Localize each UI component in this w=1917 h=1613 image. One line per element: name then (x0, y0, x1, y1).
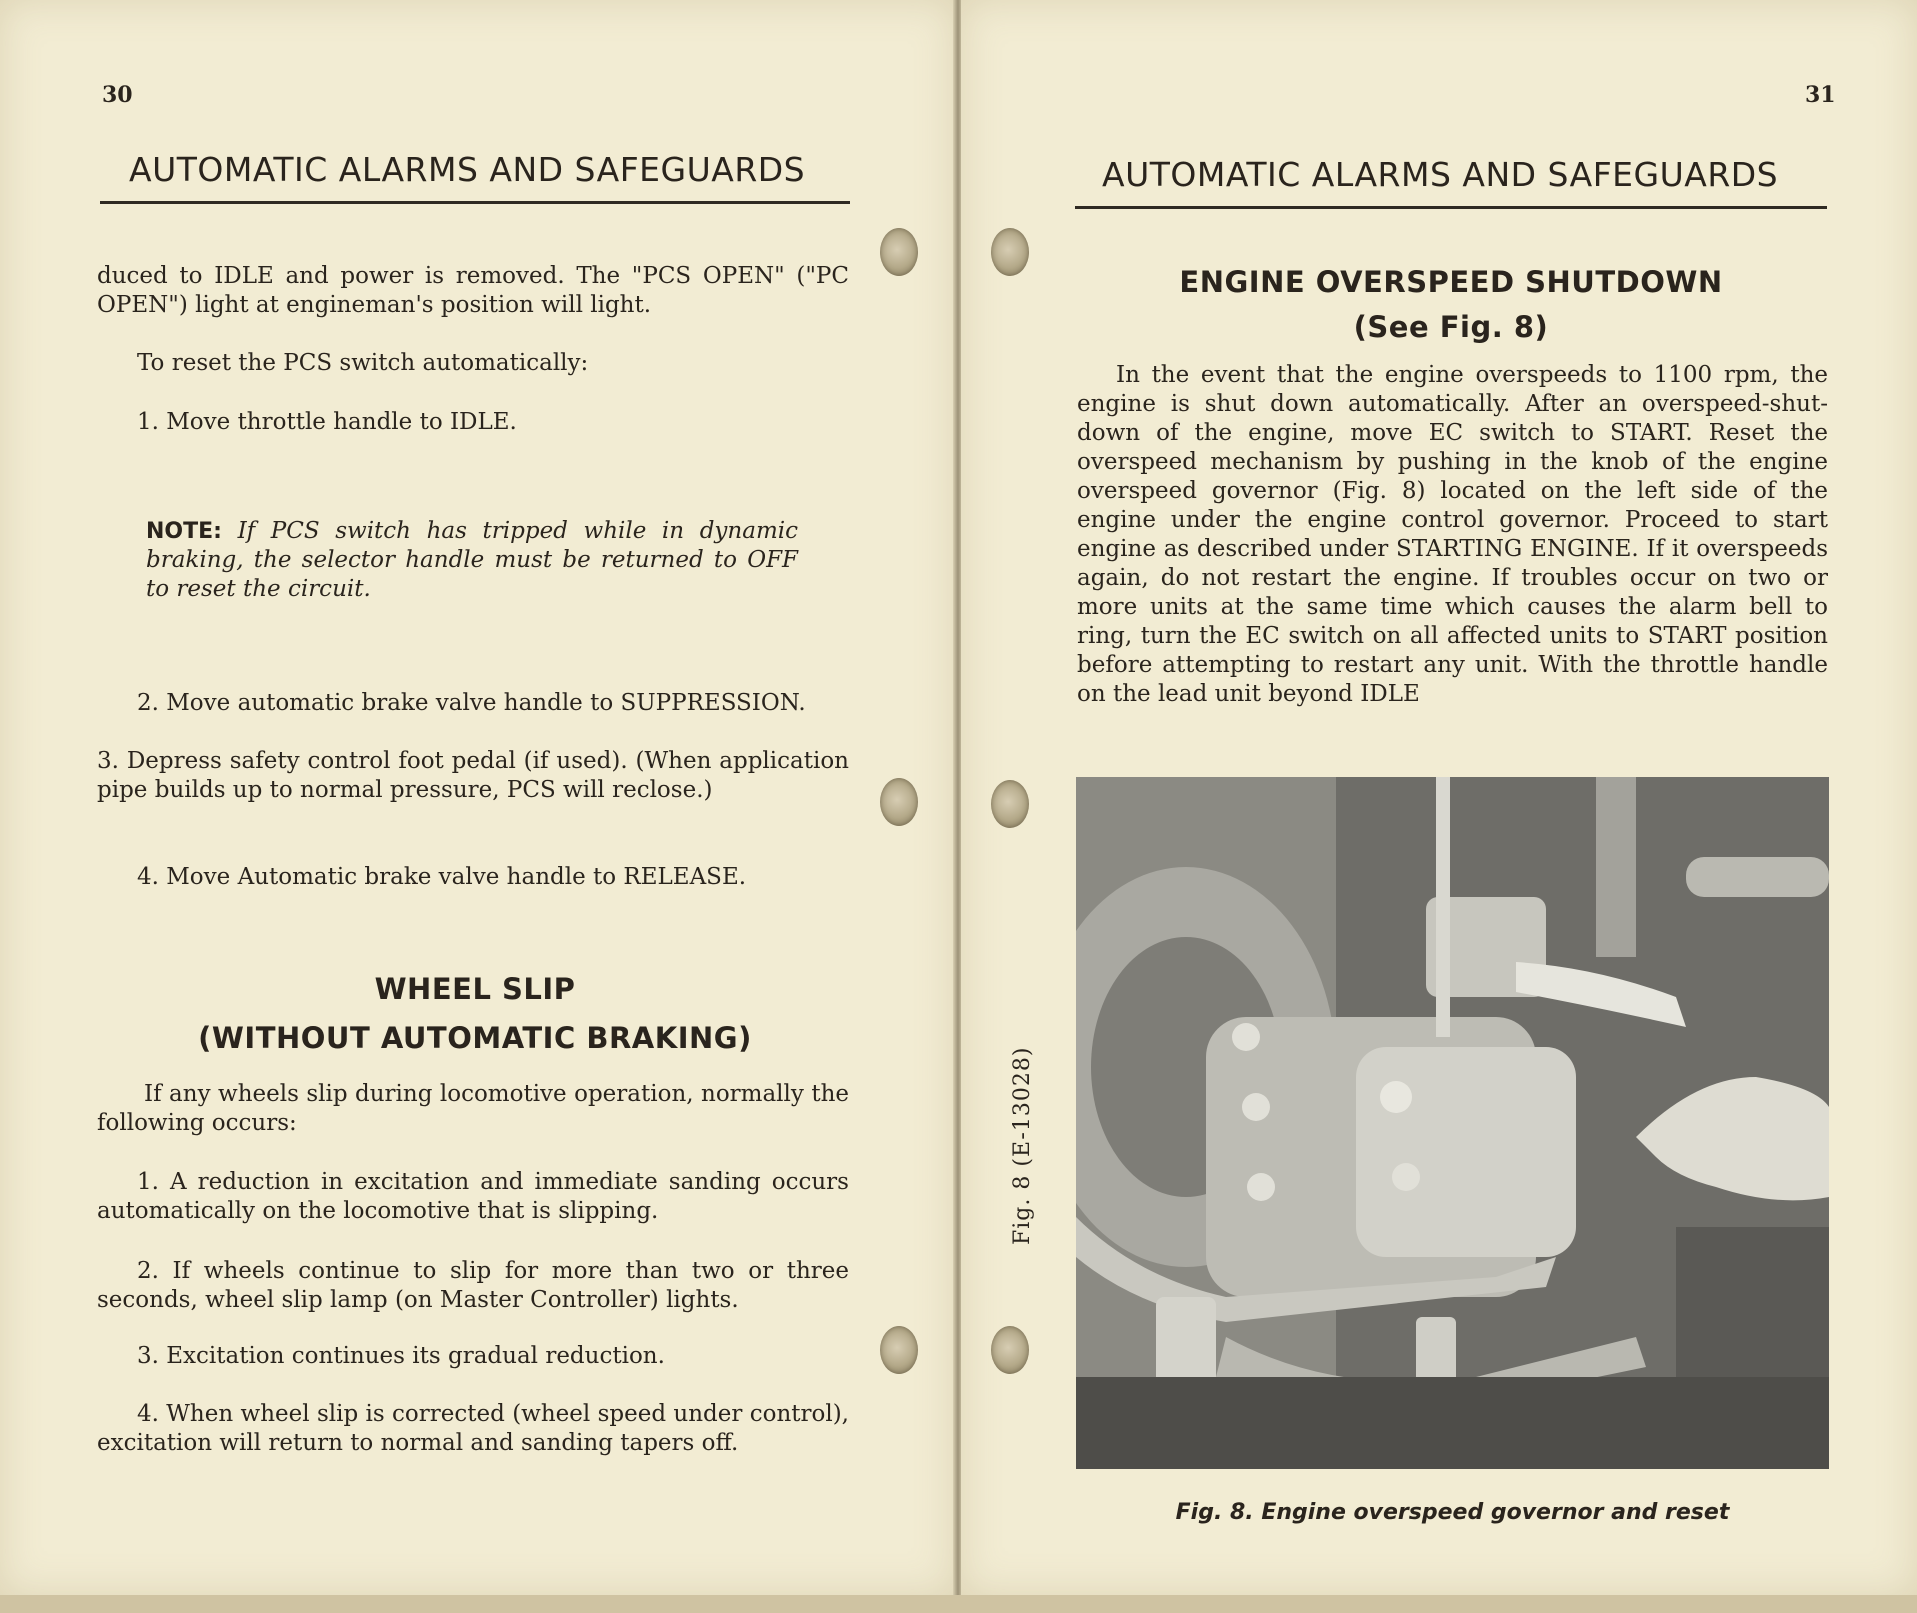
section-heading: (WITHOUT AUTOMATIC BRAKING) (198, 1021, 752, 1055)
figure-photo (1076, 777, 1829, 1469)
binder-hole (880, 778, 918, 826)
running-header: AUTOMATIC ALARMS AND SAFEGUARDS (129, 150, 806, 189)
figure-side-label: Fig. 8 (E-13028) (1010, 1046, 1035, 1245)
list-item: 2. If wheels continue to slip for more than two or three seconds, wheel slip lamp (on Master Controller) lights. (97, 1258, 849, 1313)
list-item: 1. Move throttle handle to IDLE. (137, 409, 517, 435)
note (146, 517, 798, 604)
header-rule (1075, 206, 1827, 209)
note-label: NOTE: (146, 519, 222, 544)
page-bottom-edge (0, 1595, 1917, 1613)
figure-caption: Fig. 8. Engine overspeed governor and reset (1175, 1500, 1730, 1525)
running-header: AUTOMATIC ALARMS AND SAFEGUARDS (1102, 155, 1779, 194)
binder-hole (991, 228, 1029, 276)
binder-hole (880, 228, 918, 276)
section-heading: ENGINE OVERSPEED SHUTDOWN (1179, 265, 1723, 299)
header-rule (100, 201, 850, 204)
binder-hole (880, 1326, 918, 1374)
list-item: 1. A reduction in excitation and immediate sanding occurs automatically on the locomotive that is slipping. (97, 1169, 849, 1224)
binder-hole (991, 1326, 1029, 1374)
page-number: 31 (1805, 82, 1836, 108)
section-heading: WHEEL SLIP (374, 972, 576, 1006)
page-number: 30 (102, 82, 133, 108)
list-item: 4. Move Automatic brake valve handle to RELEASE. (137, 864, 747, 890)
paragraph: To reset the PCS switch automatically: (137, 350, 589, 376)
paragraph: If any wheels slip during locomotive operation, normally the following occurs: (97, 1081, 849, 1136)
list-item: 4. When wheel slip is corrected (wheel speed under control), excitation will return to normal and sanding tapers off. (97, 1401, 849, 1456)
note-text: If PCS switch has tripped while in dynamic braking, the selector handle must be returned to OFF to reset the circuit. (146, 518, 798, 602)
paragraph: duced to IDLE and power is removed. The "PCS OPEN" ("PC OPEN") light at engineman's position will light. (97, 263, 849, 318)
left-page (0, 0, 955, 1595)
binder-hole (991, 780, 1029, 828)
list-item: 3. Depress safety control foot pedal (if used). (When application pipe builds up to normal pressure, PCS will reclose.) (97, 748, 849, 803)
engine-governor-photo (1076, 777, 1829, 1469)
section-heading: (See Fig. 8) (1353, 310, 1549, 344)
list-item: 3. Excitation continues its gradual reduction. (137, 1343, 665, 1369)
paragraph: In the event that the engine overspeeds to 1100 rpm, the engine is shut down automatically. After an overspeed-shut-down of the engine, move EC switch to START. Reset the overspeed mechanism by pushing in the knob of the engine overspeed governor (Fig. 8) located on the left side of the engine under the engine control governor. Proceed to start engine as described under STARTING ENGINE. If it overspeeds again, do not restart the engine. If troubles occur on two or more units at the same time which causes the alarm bell to ring, turn the EC switch on all affected units to START position before attempting to restart any unit. With the throttle handle on the lead unit beyond IDLE (1077, 362, 1828, 707)
list-item: 2. Move automatic brake valve handle to SUPPRESSION. (137, 690, 806, 716)
